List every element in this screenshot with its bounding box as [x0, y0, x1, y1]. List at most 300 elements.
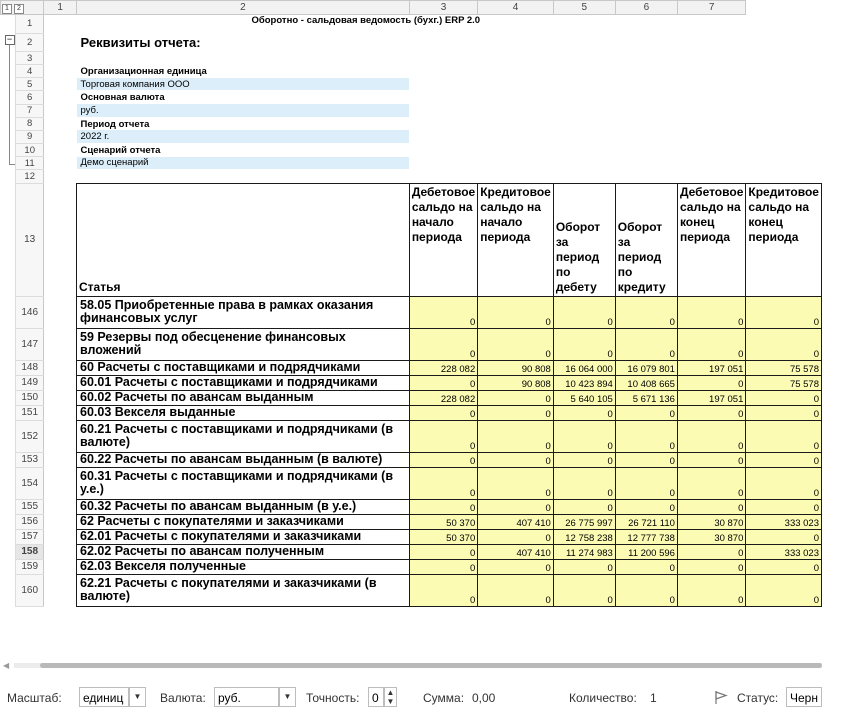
table-row[interactable] — [1, 420, 822, 452]
currency-select[interactable]: руб. — [214, 687, 279, 707]
amount-cell[interactable]: 0 — [746, 405, 822, 420]
collapse-group-icon[interactable]: − — [5, 35, 15, 45]
status-select[interactable]: Черн — [786, 687, 822, 707]
empty-cell[interactable] — [677, 143, 745, 156]
amount-cell[interactable]: 0 — [615, 559, 677, 574]
column-header[interactable]: 3 — [409, 1, 477, 15]
article-cell[interactable]: 60.21 Расчеты с поставщиками и подрядчиками (в валюте) — [77, 420, 410, 452]
empty-cell[interactable] — [746, 33, 822, 52]
empty-cell[interactable] — [44, 296, 77, 328]
row-number[interactable]: 146 — [16, 296, 44, 328]
empty-cell[interactable] — [478, 78, 554, 91]
empty-cell[interactable] — [677, 52, 745, 65]
amount-cell[interactable]: 0 — [677, 296, 745, 328]
outline-level-buttons[interactable] — [1, 1, 44, 15]
row-number[interactable]: 13 — [16, 183, 44, 296]
empty-cell[interactable] — [615, 91, 677, 104]
amount-cell[interactable]: 0 — [553, 559, 615, 574]
sum-label: Сумма: — [423, 691, 465, 705]
amount-cell[interactable]: 0 — [478, 559, 554, 574]
empty-cell[interactable] — [615, 130, 677, 143]
empty-cell[interactable] — [44, 514, 77, 529]
empty-cell[interactable] — [77, 170, 410, 183]
outline-gutter — [1, 574, 16, 606]
amount-cell[interactable]: 75 578 — [746, 375, 822, 390]
row-number[interactable]: 8 — [16, 117, 44, 130]
empty-cell[interactable] — [44, 33, 77, 52]
amount-cell[interactable]: 0 — [677, 452, 745, 467]
amount-cell[interactable]: 0 — [677, 328, 745, 360]
row-number[interactable]: 150 — [16, 390, 44, 405]
empty-cell[interactable] — [677, 65, 745, 78]
column-header[interactable]: 1 — [44, 1, 77, 15]
amount-cell[interactable]: 10 408 665 — [615, 375, 677, 390]
empty-cell[interactable] — [478, 65, 554, 78]
empty-cell[interactable] — [478, 170, 554, 183]
amount-cell[interactable]: 0 — [478, 467, 554, 499]
article-cell[interactable]: 60.01 Расчеты с поставщиками и подрядчиками — [77, 375, 410, 390]
empty-cell[interactable] — [44, 328, 77, 360]
empty-cell[interactable] — [44, 143, 77, 156]
empty-cell[interactable] — [746, 65, 822, 78]
article-cell[interactable]: 60.03 Векселя выданные — [77, 405, 410, 420]
table-row[interactable] — [1, 514, 822, 529]
row-number[interactable]: 5 — [16, 78, 44, 91]
amount-cell[interactable]: 0 — [615, 452, 677, 467]
amount-cell[interactable]: 0 — [615, 467, 677, 499]
empty-cell[interactable] — [44, 91, 77, 104]
column-header-article[interactable]: Статья — [77, 183, 410, 296]
amount-cell[interactable]: 0 — [478, 499, 554, 514]
count-label: Количество: — [569, 691, 637, 705]
amount-cell[interactable]: 0 — [746, 452, 822, 467]
row-number[interactable]: 158 — [16, 544, 44, 559]
empty-cell[interactable] — [746, 157, 822, 170]
amount-cell[interactable]: 50 370 — [409, 529, 477, 544]
amount-cell[interactable]: 0 — [615, 328, 677, 360]
amount-cell[interactable]: 75 578 — [746, 360, 822, 375]
table-row[interactable] — [1, 529, 822, 544]
amount-cell[interactable]: 0 — [478, 296, 554, 328]
empty-cell[interactable] — [409, 170, 477, 183]
empty-cell[interactable] — [44, 78, 77, 91]
empty-cell[interactable] — [409, 117, 477, 130]
column-header-row — [1, 1, 822, 15]
requisite-value[interactable]: руб. — [77, 104, 410, 117]
empty-cell[interactable] — [44, 52, 77, 65]
article-cell[interactable]: 59 Резервы под обесценение финансовых вложений — [77, 328, 410, 360]
row-number[interactable]: 153 — [16, 452, 44, 467]
empty-cell[interactable] — [553, 143, 615, 156]
empty-cell[interactable] — [553, 52, 615, 65]
empty-cell[interactable] — [553, 157, 615, 170]
amount-cell[interactable]: 0 — [409, 452, 477, 467]
stepper-down-icon[interactable]: ▼ — [386, 697, 395, 706]
empty-cell[interactable] — [615, 143, 677, 156]
empty-cell[interactable] — [615, 157, 677, 170]
empty-cell[interactable] — [478, 91, 554, 104]
amount-cell[interactable]: 197 051 — [677, 360, 745, 375]
table-row[interactable] — [1, 375, 822, 390]
requisite-label[interactable]: Основная валюта — [80, 92, 165, 104]
stepper-up-icon[interactable]: ▲ — [386, 688, 395, 697]
empty-cell[interactable] — [44, 104, 77, 117]
empty-cell[interactable] — [409, 143, 477, 156]
empty-cell[interactable] — [677, 104, 745, 117]
amount-cell[interactable]: 16 079 801 — [615, 360, 677, 375]
count-value: 1 — [650, 691, 657, 705]
amount-cell[interactable]: 0 — [746, 559, 822, 574]
amount-cell[interactable]: 0 — [553, 405, 615, 420]
scale-dropdown-button[interactable] — [129, 687, 146, 707]
amount-cell[interactable]: 0 — [553, 499, 615, 514]
empty-cell[interactable] — [409, 78, 477, 91]
empty-cell[interactable] — [409, 33, 477, 52]
empty-cell[interactable] — [553, 65, 615, 78]
amount-cell[interactable]: 0 — [615, 405, 677, 420]
column-header-c6[interactable]: Дебетовое сальдо на конец периода — [677, 183, 745, 296]
empty-cell[interactable] — [553, 170, 615, 183]
amount-cell[interactable]: 0 — [677, 467, 745, 499]
empty-cell[interactable] — [615, 170, 677, 183]
requisite-label[interactable]: Сценарий отчета — [80, 144, 161, 156]
amount-cell[interactable]: 0 — [409, 328, 477, 360]
empty-cell[interactable] — [677, 91, 745, 104]
empty-cell[interactable] — [409, 52, 477, 65]
scale-select[interactable]: единиц — [79, 687, 129, 707]
amount-cell[interactable]: 0 — [677, 559, 745, 574]
article-cell[interactable]: 62.02 Расчеты по авансам полученным — [77, 544, 410, 559]
table-row[interactable] — [1, 544, 822, 559]
row-number[interactable]: 6 — [16, 91, 44, 104]
amount-cell[interactable]: 0 — [478, 328, 554, 360]
empty-cell[interactable] — [478, 143, 554, 156]
table-row[interactable] — [1, 296, 822, 328]
amount-cell[interactable]: 0 — [478, 390, 554, 405]
empty-cell[interactable] — [44, 544, 77, 559]
table-row[interactable] — [1, 452, 822, 467]
amount-cell[interactable]: 407 410 — [478, 544, 554, 559]
empty-cell[interactable] — [409, 130, 477, 143]
empty-cell[interactable] — [409, 91, 477, 104]
status-label: Статус: — [737, 691, 779, 705]
amount-cell[interactable]: 197 051 — [677, 390, 745, 405]
column-header-c3[interactable]: Кредитовое сальдо на начало периода — [478, 183, 554, 296]
precision-stepper[interactable] — [384, 687, 397, 707]
empty-cell[interactable] — [44, 499, 77, 514]
amount-cell[interactable]: 0 — [409, 559, 477, 574]
amount-cell[interactable]: 30 870 — [677, 514, 745, 529]
empty-cell[interactable] — [44, 117, 77, 130]
column-header[interactable]: 4 — [478, 1, 554, 15]
column-header[interactable]: 2 — [77, 1, 410, 15]
amount-cell[interactable]: 0 — [409, 499, 477, 514]
empty-cell[interactable] — [44, 65, 77, 78]
empty-cell[interactable] — [478, 33, 554, 52]
row-number[interactable]: 7 — [16, 104, 44, 117]
table-row[interactable] — [1, 559, 822, 574]
amount-cell[interactable]: 0 — [553, 296, 615, 328]
outline-level-2-button[interactable]: 2 — [14, 4, 24, 14]
table-row[interactable] — [1, 467, 822, 499]
amount-cell[interactable]: 228 082 — [409, 360, 477, 375]
article-cell[interactable]: 60 Расчеты с поставщиками и подрядчиками — [77, 360, 410, 375]
empty-cell[interactable] — [746, 117, 822, 130]
outline-level-1-button[interactable]: 1 — [2, 4, 12, 14]
empty-cell[interactable] — [44, 467, 77, 499]
outline-gutter — [1, 296, 16, 328]
column-header[interactable]: 5 — [553, 1, 615, 15]
amount-cell[interactable]: 11 200 596 — [615, 544, 677, 559]
amount-cell[interactable]: 0 — [677, 375, 745, 390]
table-row[interactable] — [1, 390, 822, 405]
empty-cell[interactable] — [677, 170, 745, 183]
amount-cell[interactable]: 16 064 000 — [553, 360, 615, 375]
amount-cell[interactable]: 0 — [746, 296, 822, 328]
amount-cell[interactable]: 90 808 — [478, 375, 554, 390]
amount-cell[interactable]: 0 — [615, 499, 677, 514]
amount-cell[interactable]: 12 758 238 — [553, 529, 615, 544]
empty-cell[interactable] — [746, 130, 822, 143]
requisite-row — [1, 143, 822, 156]
empty-cell[interactable] — [478, 52, 554, 65]
empty-cell[interactable] — [553, 104, 615, 117]
outline-gutter — [1, 499, 16, 514]
amount-cell[interactable]: 90 808 — [478, 360, 554, 375]
amount-cell[interactable]: 407 410 — [478, 514, 554, 529]
amount-cell[interactable]: 26 775 997 — [553, 514, 615, 529]
row-number[interactable]: 148 — [16, 360, 44, 375]
article-cell[interactable]: 60.02 Расчеты по авансам выданным — [77, 390, 410, 405]
table-row[interactable] — [1, 405, 822, 420]
amount-cell[interactable]: 0 — [746, 390, 822, 405]
empty-cell[interactable] — [746, 104, 822, 117]
empty-cell[interactable] — [44, 15, 77, 34]
article-cell[interactable]: 60.31 Расчеты с поставщиками и подрядчиками (в у.е.) — [77, 467, 410, 499]
article-cell[interactable]: 60.22 Расчеты по авансам выданным (в валюте) — [77, 452, 410, 467]
article-cell[interactable]: 62.03 Векселя полученные — [77, 559, 410, 574]
row-number[interactable]: 1 — [16, 15, 44, 34]
empty-cell[interactable] — [677, 157, 745, 170]
amount-cell[interactable]: 26 721 110 — [615, 514, 677, 529]
empty-cell[interactable] — [615, 52, 677, 65]
requisite-value[interactable]: Торговая компания ООО — [77, 78, 410, 91]
row-number[interactable]: 3 — [16, 52, 44, 65]
requisites-heading[interactable]: Реквизиты отчета: — [80, 34, 201, 50]
currency-dropdown-button[interactable] — [279, 687, 296, 707]
empty-cell[interactable] — [44, 405, 77, 420]
status-bar — [0, 682, 847, 714]
empty-cell[interactable] — [746, 170, 822, 183]
article-cell[interactable]: 58.05 Приобретенные права в рамках оказания финансовых услуг — [77, 296, 410, 328]
row-number[interactable]: 2 — [16, 33, 44, 52]
article-cell[interactable]: 62.21 Расчеты с покупателями и заказчиками (в валюте) — [77, 574, 410, 606]
empty-cell[interactable] — [677, 78, 745, 91]
report-title-cell[interactable] — [77, 15, 822, 34]
empty-cell[interactable] — [677, 130, 745, 143]
empty-cell[interactable] — [409, 157, 477, 170]
table-row[interactable] — [1, 328, 822, 360]
row-number[interactable]: 156 — [16, 514, 44, 529]
amount-cell[interactable]: 0 — [746, 499, 822, 514]
column-header[interactable]: 6 — [615, 1, 677, 15]
row-number[interactable]: 10 — [16, 143, 44, 156]
empty-cell[interactable] — [409, 65, 477, 78]
amount-cell[interactable]: 0 — [409, 375, 477, 390]
amount-cell[interactable]: 0 — [615, 420, 677, 452]
empty-cell[interactable] — [615, 104, 677, 117]
amount-cell[interactable]: 10 423 894 — [553, 375, 615, 390]
empty-cell[interactable] — [478, 130, 554, 143]
empty-cell[interactable] — [746, 143, 822, 156]
outline-bracket-end — [9, 164, 15, 165]
requisite-row — [1, 65, 822, 78]
row-number[interactable]: 152 — [16, 420, 44, 452]
amount-cell[interactable]: 0 — [553, 328, 615, 360]
empty-cell[interactable] — [44, 452, 77, 467]
column-header-c2[interactable]: Дебетовое сальдо на начало периода — [409, 183, 477, 296]
amount-cell[interactable]: 0 — [677, 574, 745, 606]
table-row[interactable] — [1, 574, 822, 606]
outline-gutter — [1, 390, 16, 405]
empty-cell[interactable] — [44, 574, 77, 606]
empty-cell[interactable] — [746, 52, 822, 65]
horizontal-scrollbar[interactable] — [0, 660, 822, 670]
empty-cell[interactable] — [677, 33, 745, 52]
article-cell[interactable]: 62 Расчеты с покупателями и заказчиками — [77, 514, 410, 529]
empty-cell[interactable] — [478, 117, 554, 130]
empty-cell[interactable] — [44, 390, 77, 405]
empty-cell[interactable] — [478, 157, 554, 170]
empty-cell[interactable] — [615, 65, 677, 78]
amount-cell[interactable]: 0 — [478, 529, 554, 544]
amount-cell[interactable]: 5 671 136 — [615, 390, 677, 405]
requisite-value[interactable]: Демо сценарий — [77, 157, 410, 170]
amount-cell[interactable]: 0 — [746, 529, 822, 544]
outline-gutter — [1, 420, 16, 452]
amount-cell[interactable]: 0 — [478, 452, 554, 467]
amount-cell[interactable]: 0 — [615, 296, 677, 328]
amount-cell[interactable]: 0 — [409, 467, 477, 499]
empty-cell[interactable] — [44, 559, 77, 574]
empty-cell[interactable] — [44, 420, 77, 452]
row-number[interactable]: 159 — [16, 559, 44, 574]
requisite-value[interactable]: 2022 г. — [77, 130, 410, 143]
amount-cell[interactable]: 0 — [615, 574, 677, 606]
amount-cell[interactable]: 11 274 983 — [553, 544, 615, 559]
row-number[interactable]: 12 — [16, 170, 44, 183]
amount-cell[interactable]: 0 — [409, 405, 477, 420]
amount-cell[interactable]: 0 — [553, 452, 615, 467]
requisites-heading-row — [1, 33, 822, 52]
empty-cell[interactable] — [44, 130, 77, 143]
empty-cell[interactable] — [553, 33, 615, 52]
amount-cell[interactable]: 0 — [677, 420, 745, 452]
column-header-c4[interactable]: Оборот за период по дебету — [553, 183, 615, 296]
amount-cell[interactable]: 333 023 — [746, 514, 822, 529]
empty-cell[interactable] — [44, 170, 77, 183]
amount-cell[interactable]: 0 — [746, 574, 822, 606]
amount-cell[interactable]: 0 — [409, 420, 477, 452]
empty-cell[interactable] — [553, 130, 615, 143]
empty-cell[interactable] — [44, 529, 77, 544]
empty-cell[interactable] — [409, 104, 477, 117]
empty-cell[interactable] — [77, 52, 410, 65]
row-number[interactable]: 9 — [16, 130, 44, 143]
amount-cell[interactable]: 0 — [553, 574, 615, 606]
amount-cell[interactable]: 0 — [478, 574, 554, 606]
row-number[interactable]: 155 — [16, 499, 44, 514]
precision-input[interactable]: 0 — [368, 687, 384, 707]
row-number[interactable]: 4 — [16, 65, 44, 78]
empty-cell[interactable] — [553, 117, 615, 130]
amount-cell[interactable]: 5 640 105 — [553, 390, 615, 405]
empty-cell[interactable] — [615, 117, 677, 130]
table-row[interactable] — [1, 499, 822, 514]
amount-cell[interactable]: 0 — [478, 420, 554, 452]
column-header[interactable]: 7 — [677, 1, 745, 15]
empty-cell[interactable] — [746, 78, 822, 91]
amount-cell[interactable]: 0 — [409, 574, 477, 606]
empty-cell[interactable] — [44, 183, 77, 296]
empty-cell[interactable] — [615, 33, 677, 52]
row-number[interactable]: 151 — [16, 405, 44, 420]
empty-cell[interactable] — [44, 360, 77, 375]
amount-cell[interactable]: 0 — [677, 499, 745, 514]
row-number[interactable]: 160 — [16, 574, 44, 606]
column-header-c5[interactable]: Оборот за период по кредиту — [615, 183, 677, 296]
article-cell[interactable]: 60.32 Расчеты по авансам выданным (в у.е.) — [77, 499, 410, 514]
empty-cell[interactable] — [478, 104, 554, 117]
column-header-c7[interactable]: Кредитовое сальдо на конец периода — [746, 183, 822, 296]
amount-cell[interactable]: 0 — [677, 405, 745, 420]
amount-cell[interactable]: 0 — [746, 467, 822, 499]
amount-cell[interactable]: 0 — [746, 328, 822, 360]
amount-cell[interactable]: 0 — [409, 544, 477, 559]
requisite-label[interactable]: Организационная единица — [80, 65, 207, 77]
amount-cell[interactable]: 0 — [409, 296, 477, 328]
empty-cell[interactable] — [553, 91, 615, 104]
empty-cell[interactable] — [44, 157, 77, 170]
outline-gutter — [1, 544, 16, 559]
amount-cell[interactable]: 333 023 — [746, 544, 822, 559]
row-number[interactable]: 157 — [16, 529, 44, 544]
amount-cell[interactable]: 228 082 — [409, 390, 477, 405]
scroll-left-icon[interactable]: ◀ — [3, 661, 10, 670]
amount-cell[interactable]: 0 — [677, 544, 745, 559]
amount-cell[interactable]: 12 777 738 — [615, 529, 677, 544]
amount-cell[interactable]: 0 — [553, 467, 615, 499]
empty-cell[interactable] — [44, 375, 77, 390]
amount-cell[interactable]: 0 — [478, 405, 554, 420]
row-number[interactable]: 154 — [16, 467, 44, 499]
amount-cell[interactable]: 50 370 — [409, 514, 477, 529]
row-number[interactable]: 11 — [16, 157, 44, 170]
amount-cell[interactable]: 0 — [553, 420, 615, 452]
row-number[interactable]: 149 — [16, 375, 44, 390]
row-number[interactable]: 147 — [16, 328, 44, 360]
amount-cell[interactable]: 30 870 — [677, 529, 745, 544]
empty-cell[interactable] — [615, 78, 677, 91]
scrollbar-thumb[interactable] — [40, 663, 822, 668]
requisite-label[interactable]: Период отчета — [80, 118, 150, 130]
table-row[interactable] — [1, 360, 822, 375]
empty-cell[interactable] — [746, 91, 822, 104]
empty-cell[interactable] — [677, 117, 745, 130]
empty-cell[interactable] — [553, 78, 615, 91]
amount-cell[interactable]: 0 — [746, 420, 822, 452]
article-cell[interactable]: 62.01 Расчеты с покупателями и заказчиками — [77, 529, 410, 544]
